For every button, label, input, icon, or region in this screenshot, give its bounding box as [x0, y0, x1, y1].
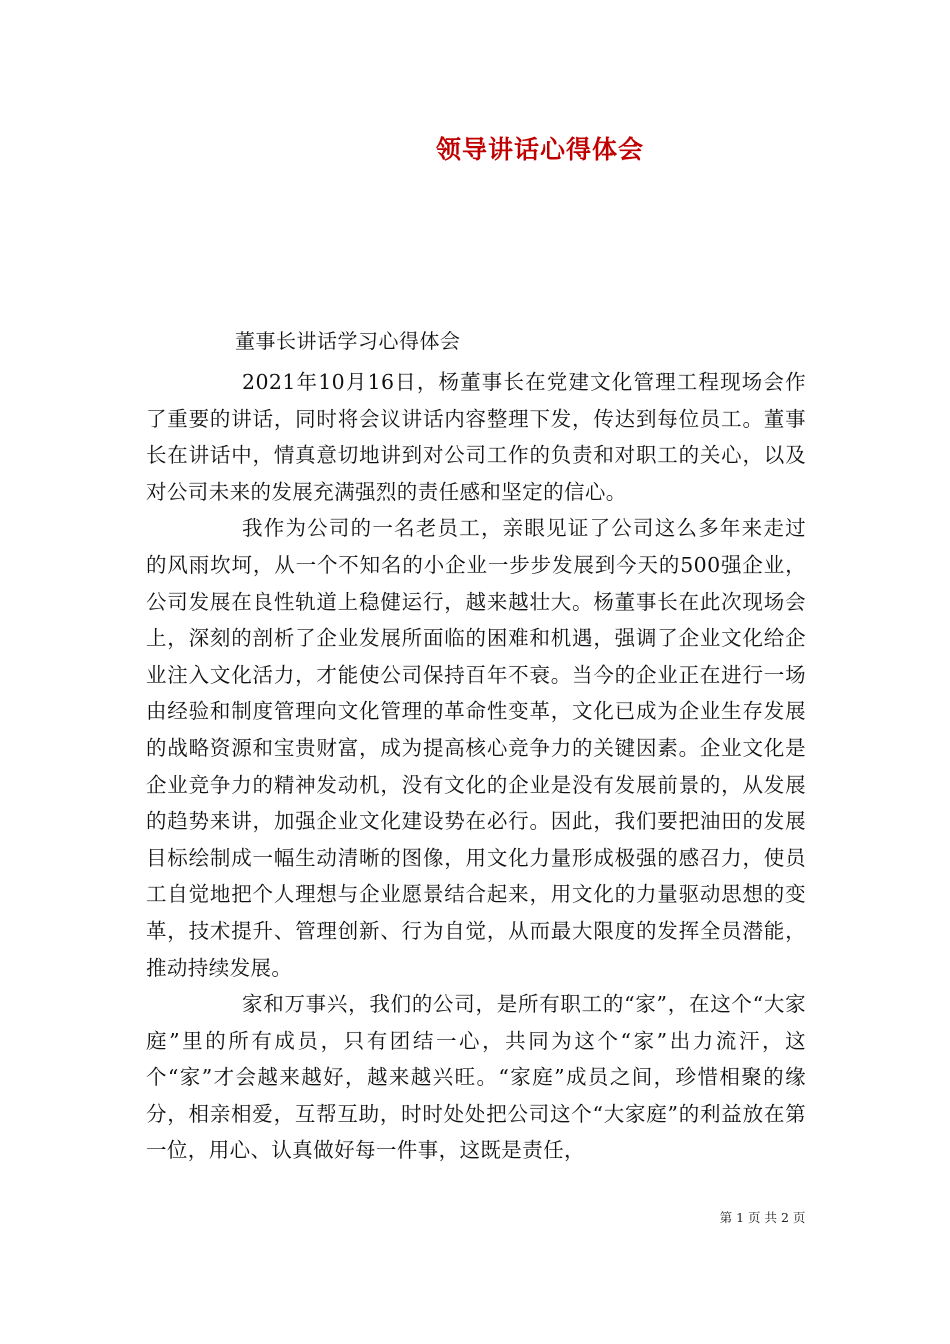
paragraph-2: 我作为公司的一名老员工，亲眼见证了公司这么多年来走过的风雨坎坷，从一个不知名的小企业一步步发展到今天的500强企业，公司发展在良性轨道上稳健运行，越来越壮大。杨董事长在此次现场会上，深刻的剖析了企业发展所面临的困难和机遇，强调了企业文化给企业注入文化活力，才能使公司保持百年不衰。当今的企业正在进行一场由经验和制度管理向文化管理的革命性变革，文化已成为企业生存发展的战略资源和宝贵财富，成为提高核心竞争力的关键因素。企业文化是企业竞争力的精神发动机，没有文化的企业是没有发展前景的，从发展的趋势来讲，加强企业文化建设势在必行。因此，我们要把油田的发展目标绘制成一幅生动清晰的图像，用文化力量形成极强的感召力，使员工自觉地把个人理想与企业愿景结合起来，用文化的力量驱动思想的变革，技术提升、管理创新、行为自觉，从而最大限度的发挥全员潜能，推动持续发展。: [146, 516, 806, 980]
article-body: [146, 364, 806, 1169]
article-title: 董事长讲话学习心得体会: [235, 329, 461, 353]
document-title: 领导讲话心得体会: [435, 135, 644, 164]
page-number-footer: 第 1 页 共 2 页: [719, 1210, 806, 1225]
paragraph-3: 家和万事兴，我们的公司，是所有职工的“家”，在这个“大家庭”里的所有成员，只有团结一心，共同为这个“家”出力流汗，这个“家”才会越来越好，越来越兴旺。“家庭”成员之间，珍惜相聚的缘分，相亲相爱，互帮互助，时时处处把公司这个“大家庭”的利益放在第一位，用心、认真做好每一件事，这既是责任，: [146, 992, 806, 1163]
paragraph-1: 2021年10月16日，杨董事长在党建文化管理工程现场会作了重要的讲话，同时将会议讲话内容整理下发，传达到每位员工。董事长在讲话中，情真意切地讲到对公司工作的负责和对职工的关心，以及对公司未来的发展充满强烈的责任感和坚定的信心。: [146, 370, 806, 504]
